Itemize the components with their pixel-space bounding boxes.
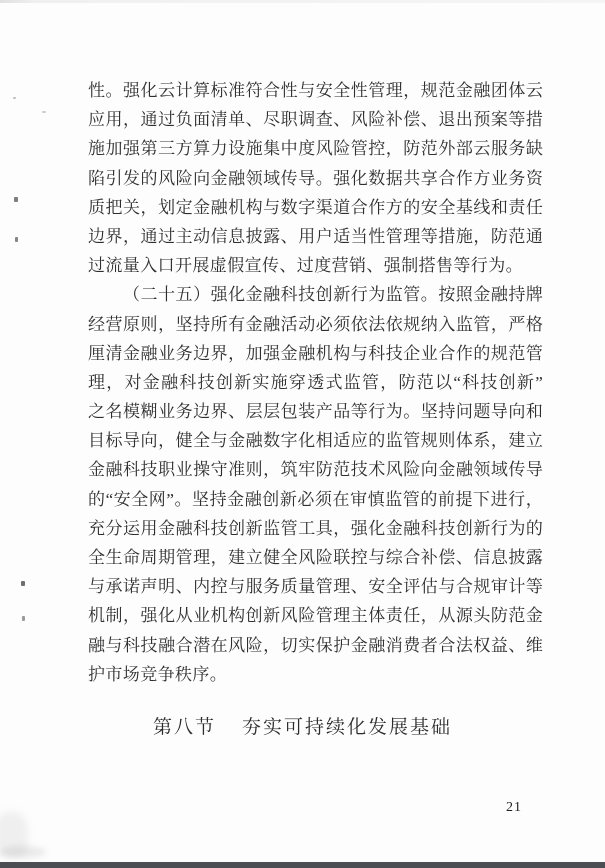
text-line: 金 融 科 技 职 业 操 守 准 则 ， 筑 牢 防 范 技 术 风 险 向 金 融 领 域 传 导 <box>88 460 543 480</box>
text-line: 全 生 命 周 期 管 理 ， 建 立 健 全 风 险 联 控 与 综 合 补 偿 、 信 息 披 露 <box>88 548 543 567</box>
text-line: 陷 引 发 的 风 险 向 金 融 领 域 传 导 。 强 化 数 据 共 享 合 作 方 业 务 资 <box>88 168 543 188</box>
text-line: 性 。 强 化 云 计 算 标 准 符 合 性 与 安 全 性 管 理 ， 规 范 金 融 团 体 云 <box>88 81 543 100</box>
scan-smudge <box>0 846 46 858</box>
text-line: 目 标 导 向 ， 健 全 与 金 融 数 字 化 相 适 应 的 监 管 规 则 体 系 ， 建 立 <box>88 431 543 451</box>
section-heading <box>0 712 605 739</box>
text-line: 边 界 ， 通 过 主 动 信 息 披 露 、 用 户 适 当 性 管 理 等 措 施 ， 防 范 通 <box>88 226 543 246</box>
scan-speck <box>42 111 46 113</box>
text-line: 经 营 原 则 ， 坚 持 所 有 金 融 活 动 必 须 依 法 依 规 纳 入 监 管 ， 严 格 <box>88 314 543 334</box>
scan-speck <box>15 237 18 242</box>
text-line: （ 二 十 五 ） 强 化 金 融 科 技 创 新 行 为 监 管 。 按 照 金 融 持 牌 <box>123 285 543 305</box>
section-label: 第八节 <box>152 717 216 738</box>
scan-speck <box>13 97 16 99</box>
text-line: 充 分 运 用 金 融 科 技 创 新 监 管 工 具 ， 强 化 金 融 科 技 创 新 行 为 的 <box>88 518 543 538</box>
scan-speck <box>14 197 18 202</box>
text-line: 机 制 ， 强 化 从 业 机 构 创 新 风 险 管 理 主 体 责 任 ， 从 源 头 防 范 金 <box>88 606 543 626</box>
scan-speck <box>22 616 25 621</box>
text-line: 质 把 关 ， 划 定 金 融 机 构 与 数 字 渠 道 合 作 方 的 安 全 基 线 和 责 任 <box>88 197 543 217</box>
text-line: 之 名 模 糊 业 务 边 界 、 层 层 包 装 产 品 等 行 为 。 坚 持 问 题 导 向 和 <box>88 402 543 422</box>
text-line: 施 加 强 第 三 方 算 力 设 施 集 中 度 风 险 管 控 ， 防 范 外 部 云 服 务 缺 <box>88 139 543 159</box>
text-line: 的 “ 安 全 网 ” 。 坚 持 金 融 创 新 必 须 在 审 慎 监 管 的 前 提 下 进 行 ， <box>88 489 543 509</box>
text-line: 应 用 ， 通 过 负 面 清 单 、 尽 职 调 查 、 风 险 补 偿 、 退 出 预 案 等 措 <box>88 110 543 130</box>
scan-bottom-edge <box>0 862 605 868</box>
page-number: 21 <box>506 800 522 815</box>
text-line: 融 与 科 技 融 合 潜 在 风 险 ， 切 实 保 护 金 融 消 费 者 合 法 权 益 、 维 <box>88 635 543 655</box>
text-line: 护市场竞争秩序。 <box>88 664 228 684</box>
section-title: 夯实可持续化发展基础 <box>242 717 453 738</box>
text-line: 过流量入口开展虚假宣传、过度营销、强制搭售等行为。 <box>88 256 523 276</box>
text-line: 与 承 诺 声 明 、 内 控 与 服 务 质 量 管 理 、 安 全 评 估 与 合 规 审 计 等 <box>88 577 543 597</box>
scan-speck <box>21 581 25 586</box>
text-line: 厘 清 金 融 业 务 边 界 ， 加 强 金 融 机 构 与 科 技 企 业 合 作 的 规 范 管 <box>88 343 543 363</box>
scan-top-edge <box>0 0 605 3</box>
text-line: 理 ， 对 金 融 科 技 创 新 实 施 穿 透 式 监 管 ， 防 范 以 “ 科 技 创 新 ” <box>88 372 543 392</box>
page-text <box>88 76 543 689</box>
